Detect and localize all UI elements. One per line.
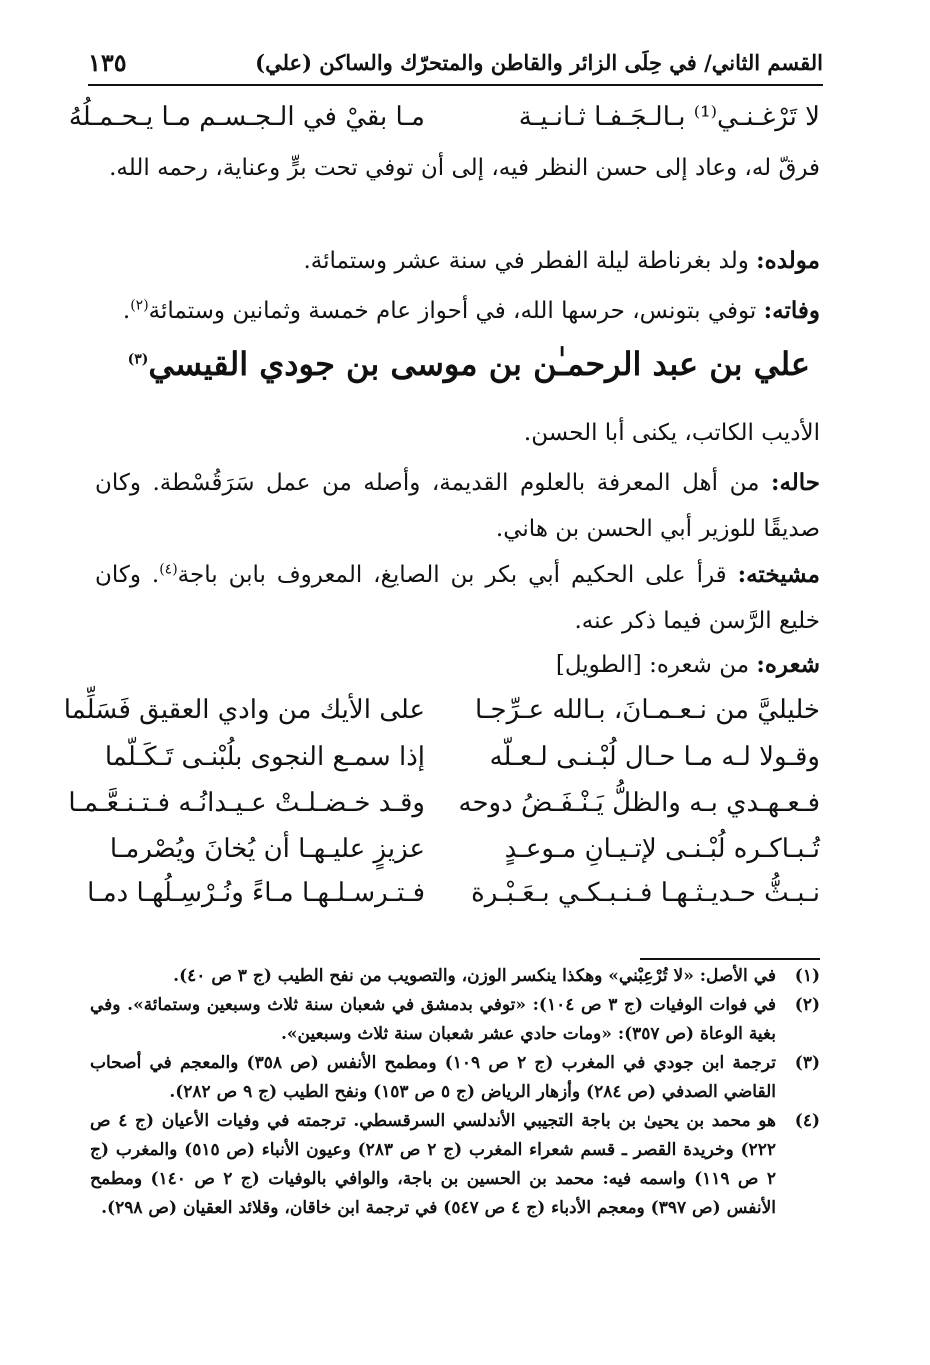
footnote-number: (١) [794,966,820,986]
footnote-ref-2: (٢) [130,297,149,314]
birth-paragraph [95,238,820,284]
teachers-paragraph [95,552,820,644]
footnote-number: (٤) [794,1111,820,1131]
footnote-ref-4: (٤) [159,561,178,578]
verse-first-hemistich: تُـبـاكـره لُبْـنـى لإتـيـانِ مـوعـدٍ [504,834,820,864]
poem-verse [68,783,820,823]
verse-second-hemistich: وقـد خـضـلـتْ عـيـدانُـه فـتـنـعَّـمـا [68,788,425,818]
footnote [90,1049,820,1107]
entry-title-text: علي بن عبد الرحمـٰن بن موسى بن جودي القيسي [148,345,810,383]
teachers-label: مشيخته: [737,561,820,588]
verse-second-hemistich: إذا سمـع النجوى بلُبْنـى تَـكَـلّما [104,742,425,772]
footnote [90,1107,820,1223]
verse-second-hemistich: مـا بقيْ في الـجـسـم مـا يـحـمـلُهُ [68,102,425,132]
teachers-text-a: قرأ على الحكيم أبي بكر بن الصايغ، المعروف بابن باجة [177,562,727,588]
status-paragraph [95,460,820,552]
verse-first-hemistich: نـبـثُّ حـديـثـهـا فـنـبـكـي بـعَـبْـرة [471,878,820,908]
status-label: حاله: [770,469,821,496]
footnotes [90,962,820,1223]
footnote-divider [640,958,820,960]
entry-title [127,345,810,383]
verse-first-hemistich: وقـولا لـه مـا حـال لُبْـنـى لـعـلّه [489,742,820,772]
footnote-ref-3: (٣) [127,351,149,368]
poem-verse [95,737,820,777]
teachers-text-b: . وكان خليع الرَّسن فيما ذكر عنه. [95,562,820,634]
footnote [90,962,820,991]
verse-second-hemistich: عزيزٍ عليـهـا أن يُخانَ ويُصْرمـا [109,834,425,864]
footnote-text: في فوات الوفيات (ج ٣ ص ١٠٤): «توفي بدمشق في شعبان سنة ثلاث وسبعين وستمائة». وفي بغية الوعاة (ص ٣٥٧): «ومات حادي عشر شعبان سنة ثلاث وسبعين». [90,995,777,1044]
footnote-number: (٢) [794,995,820,1015]
top-verse [68,97,820,137]
page-header [88,40,823,86]
birth-text: ولد بغرناطة ليلة الفطر في سنة عشر وستمائة. [303,248,749,274]
birth-label: مولده: [756,247,820,274]
poem-verse [87,873,820,913]
poetry-intro [220,642,820,688]
intro-paragraph: الأديب الكاتب، يكنى أبا الحسن. [523,420,820,446]
verse-first-hemistich: فـعـهـدي بـه والظلُّ يَـنْـفَـضُ دوحه [458,788,820,818]
status-text: من أهل المعرفة بالعلوم القديمة، وأصله من عمل سَرَقُسْطة. وكان صديقًا للوزير أبي الحسن بن هاني. [95,470,820,542]
poem-verse [95,829,820,869]
running-head: القسم الثاني/ في حِلَى الزائر والقاطن والمتحرّك والساكن (علي) [255,49,823,75]
death-end: . [122,298,131,324]
page-number: ١٣٥ [88,47,127,77]
death-label: وفاته: [763,297,820,324]
verse-second-hemistich: على الأيك من وادي العقيق فَسَلِّما [63,695,425,725]
poetry-label: شعره: [756,651,820,678]
poem-verse [63,690,820,730]
death-paragraph [95,288,820,334]
footnote-text: هو محمد بن يحيىٰ بن باجة التجيبي الأندلسي السرقسطي. ترجمته في وفيات الأعيان (ج ٤ ص ٢٢٢) وخريدة القصر ـ قسم شعراء المغرب (ج ٢ ص ٢٨٣) وعيون الأنباء (ص ٥١٥) والمغرب (ج ٢ ص ١١٩) واسمه فيه: محمد بن الحسين بن باجة، والوافي بالوفيات (ج ٢ ص ١٤٠) ومطمح الأنفس (ص ٣٩٧) ومعجم الأدباء (ج ٤ ص ٥٤٧) في ترجمة ابن خاقان، وقلائد العقيان (ص ٢٩٨). [90,1111,777,1218]
footnote [90,991,820,1049]
footnote-text: في الأصل: «لا تُرْعِبْني» وهكذا ينكسر الوزن، والتصويب من نفح الطيب (ج ٣ ص ٤٠). [173,966,776,986]
death-text: توفي بتونس، حرسها الله، في أحواز عام خمسة وثمانين وستمائة [148,298,757,324]
verse-second-hemistich: فـتـرسـلـهـا مـاءً ونُـرْسِـلُهـا دمـا [87,878,425,908]
footnote-text: ترجمة ابن جودي في المغرب (ج ٢ ص ١٠٩) ومطمح الأنفس (ص ٣٥٨) والمعجم في أصحاب القاضي الصدفي (ص ٢٨٤) وأزهار الرياض (ج ٥ ص ١٥٣) ونفح الطيب (ج ٩ ص ٢٨٢). [90,1053,776,1102]
verse-first-hemistich: خليليَّ من نـعـمـانَ، بـالله عـرِّجـا [475,695,820,725]
paragraph-continuation: فرقّ له، وعاد إلى حسن النظر فيه، إلى أن توفي تحت برٍّ وعناية، رحمه الله. [109,155,820,181]
footnote-number: (٣) [794,1053,820,1073]
poetry-intro-text: من شعره: [الطويل] [555,652,750,678]
verse-first-hemistich: لا تَرْغـنـي⁽¹⁾ بـالـجَـفـا ثـانـيـة [518,102,820,132]
